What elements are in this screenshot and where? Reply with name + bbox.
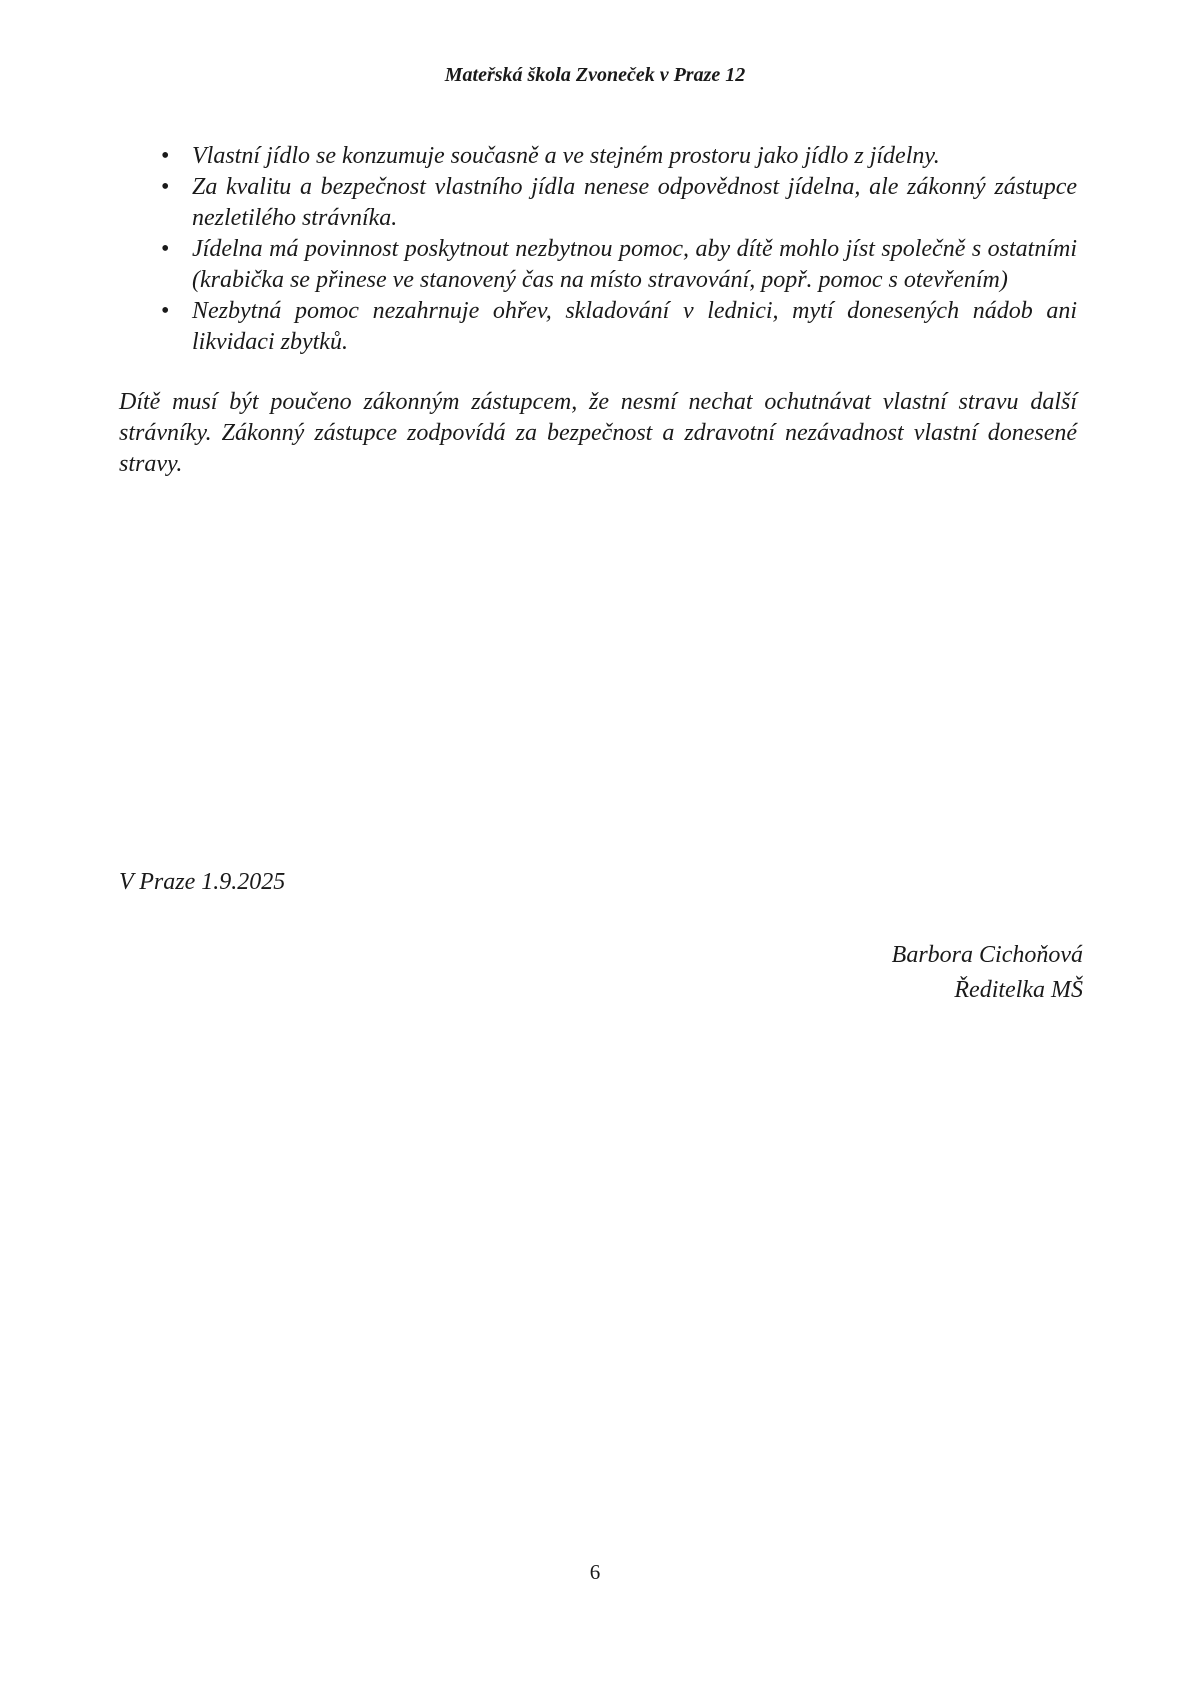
- bullet-item: • Nezbytná pomoc nezahrnuje ohřev, skladování v lednici, mytí donesených nádob ani likvidaci zbytků.: [192, 296, 1077, 358]
- bullet-item: • Vlastní jídlo se konzumuje současně a ve stejném prostoru jako jídlo z jídelny.: [192, 141, 1077, 172]
- signature-title: Ředitelka MŠ: [954, 977, 1083, 1003]
- bullet-list: [119, 141, 1077, 358]
- page-header-title: Mateřská škola Zvoneček v Praze 12: [444, 64, 746, 86]
- document-body: [119, 141, 1077, 480]
- date-line: V Praze 1.9.2025: [119, 869, 286, 895]
- bullet-item: • Za kvalitu a bezpečnost vlastního jídla nenese odpovědnost jídelna, ale zákonný zástupce nezletilého strávníka.: [192, 172, 1077, 234]
- signature-name: Barbora Cichoňová: [891, 942, 1083, 968]
- signature-block: [892, 938, 1083, 1008]
- page-number: 6: [589, 1560, 601, 1584]
- bullet-item: • Jídelna má povinnost poskytnout nezbytnou pomoc, aby dítě mohlo jíst společně s ostatními (krabička se přinese ve stanovený čas na místo stravování, popř. pomoc s otevřením): [192, 234, 1077, 296]
- body-paragraph: Dítě musí být poučeno zákonným zástupcem, že nesmí nechat ochutnávat vlastní stravu další strávníky. Zákonný zástupce zodpovídá za bezpečnost a zdravotní nezávadnost vlastní donesené stravy.: [119, 389, 1077, 477]
